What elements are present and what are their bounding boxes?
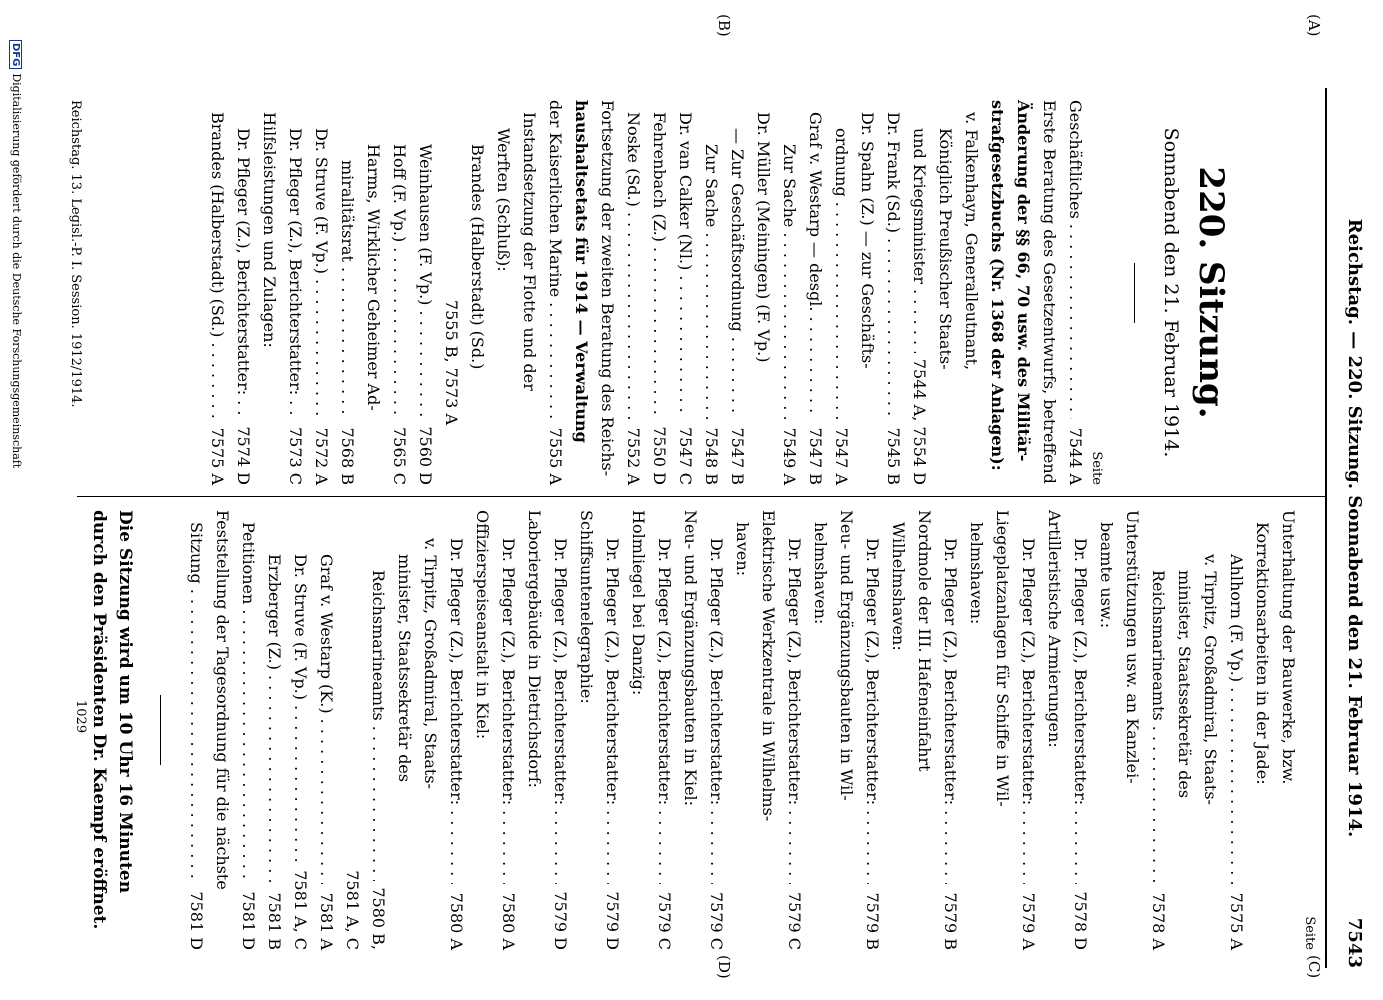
- toc-entry: Zur Sache . . . 7548 B: [698, 100, 724, 485]
- toc-line: Dr. Spahn (Z.) — zur Geschäfts-: [858, 112, 877, 369]
- toc-line: Offizierspeiseanstalt in Kiel:: [473, 510, 492, 740]
- toc-entry: Noske (Sd.) . . . 7552 A: [620, 100, 646, 485]
- toc-line: helmshaven:: [967, 522, 986, 625]
- section-rule: [160, 695, 161, 765]
- toc-entry: Sitzung . . . 7581 D: [183, 510, 209, 950]
- toc-line: Nordmole der III. Hafeneinfahrt: [915, 510, 934, 772]
- toc-entry: Erzberger (Z.) . . . 7581 B: [261, 510, 287, 950]
- toc-entry: Dr. Pfleger (Z.), Berichterstatter: . . . 7578 D: [1067, 510, 1093, 950]
- toc-entry: — Zur Geschäftsordnung . . . 7547 B: [724, 100, 750, 485]
- seite-label: Seite: [1089, 451, 1104, 485]
- toc-entry: Reichsmarineamts . . . 7578 A: [1145, 510, 1171, 950]
- toc-line: beamte usw.:: [1097, 522, 1116, 629]
- toc-page: 7555 B, 7573 A: [442, 299, 461, 425]
- toc-entry: Dr. Frank (Sd.) . . . 7545 B: [880, 100, 906, 485]
- toc-line: Brandes (Halberstadt) (Sd.): [468, 144, 487, 370]
- toc-entry: der Kaiserlichen Marine . . . 7555 A: [542, 100, 568, 485]
- toc-line: minister, Staatssekretär des: [1175, 570, 1194, 799]
- toc-entry: Geschäftliches . . . 7544 A: [1062, 100, 1088, 485]
- toc-entry: Dr. Pfleger (Z.), Berichterstatter: . . . 7579 C: [651, 510, 677, 950]
- margin-label-d: (D): [715, 955, 733, 979]
- toc-line: haven:: [733, 522, 752, 577]
- toc-line: v. Tirpitz, Großadmiral, Staats-: [421, 538, 440, 789]
- toc-entry: Dr. Pfleger (Z.), Berichterstatter: . . . 7579 D: [547, 510, 573, 950]
- left-column: [204, 100, 1317, 485]
- toc-entry: Hoff (F. Vp.) . . . 7565 C: [386, 100, 412, 485]
- toc-line: Werften (Schluß):: [494, 128, 513, 272]
- toc-entry: Dr. Pfleger (Z.), Berichterstatter: . . . 7579 B: [859, 510, 885, 950]
- toc-entry: Dr. Pfleger (Z.), Berichterstatter: . . . 7573 C: [282, 100, 308, 485]
- toc-line: Feststellung der Tagesordnung für die nächste: [213, 510, 232, 890]
- running-head: Reichstag. — 220. Sitzung. Sonnabend den 21. Februar 1914.: [1344, 218, 1365, 838]
- toc-line: Fortsetzung der zweiten Beratung des Reichs-: [598, 100, 617, 477]
- toc-entry: Zur Sache . . . 7549 A: [776, 100, 802, 485]
- toc-line: Erste Beratung des Gesetzentwurfs, betreffend: [1040, 100, 1059, 484]
- toc-entry: Dr. Pfleger (Z.), Berichterstatter: . . . 7579 C: [703, 510, 729, 950]
- toc-entry: ordnung . . . 7547 A: [828, 100, 854, 485]
- toc-line: Neu- und Ergänzungsbauten in Wil-: [837, 510, 856, 801]
- toc-line: Elektrische Werkzentrale in Wilhelms-: [759, 510, 778, 822]
- toc-line: Liegeplatzanlagen für Schiffe in Wil-: [993, 510, 1012, 807]
- margin-label-a: (A): [1305, 14, 1323, 37]
- toc-entry: Dr. Pfleger (Z.), Berichterstatter: . . . 7579 D: [599, 510, 625, 950]
- title-rule: [1134, 263, 1135, 323]
- toc-entry: Dr. Pfleger (Z.), Berichterstatter: . . . 7579 A: [1015, 510, 1041, 950]
- toc-line: Wilhelmshaven:: [889, 522, 908, 651]
- toc-entry: Dr. Struve (F. Vp.) . . . 7581 A, C: [287, 510, 313, 950]
- toc-line: Königlich Preußischer Staats-: [936, 128, 955, 370]
- toc-line: Laboriergebäude in Dietrichsdorf:: [525, 510, 544, 788]
- toc-entry: Dr. Pfleger (Z.), Berichterstatter: . . . 7579 C: [781, 510, 807, 950]
- toc-line: Instandsetzung der Flotte und der: [520, 112, 539, 391]
- dfg-logo: DFG: [9, 40, 22, 69]
- toc-line: Schiffsuntenelegraphie:: [577, 510, 596, 704]
- header-rule: [1325, 88, 1327, 968]
- toc-line: v. Tirpitz, Großadmiral, Staats-: [1201, 554, 1220, 805]
- toc-entry: Dr. Struve (F. Vp.) . . . 7572 A: [308, 100, 334, 485]
- toc-line: Holmliegel bei Danzig:: [629, 510, 648, 696]
- toc-entry: Petitionen . . . 7581 D: [235, 510, 261, 950]
- margin-label-b: (B): [715, 14, 733, 37]
- page-header: [1331, 88, 1365, 968]
- toc-line: strafgesetzbuchs (Nr. 1368 der Anlagen):: [988, 100, 1007, 471]
- toc-entry: Dr. Pfleger (Z.), Berichterstatter: . . . 7579 B: [937, 510, 963, 950]
- toc-line: Harms, Wirklicher Geheimer Ad-: [364, 144, 383, 411]
- toc-line: Unterhaltung der Bauwerke, bzw.: [1279, 510, 1298, 785]
- toc-line: helmshaven:: [811, 522, 830, 625]
- toc-line: Hilfsleistungen und Zulagen:: [260, 112, 279, 348]
- session-title: 220. Sitzung.: [1191, 166, 1231, 419]
- toc-page: 7581 A, C: [343, 870, 362, 950]
- session-date: Sonnabend den 21. Februar 1914.: [1160, 127, 1182, 458]
- page-footer: Reichstag. 13. Legisl.-P. I. Session. 1912/1914.: [68, 100, 83, 408]
- toc-entry: Dr. Pfleger (Z.), Berichterstatter: . . . 7580 A: [495, 510, 521, 950]
- toc-line: Unterstützungen usw. an Kanzlei-: [1123, 510, 1142, 784]
- toc-entry: Ahlhorn (F. Vp.) . . . 7575 A: [1223, 510, 1249, 950]
- toc-line: Artilleristische Armierungen:: [1045, 510, 1064, 748]
- toc-entry: Dr. Pfleger (Z.), Berichterstatter: . . . 7574 D: [230, 100, 256, 485]
- toc-line: Korrektionsarbeiten in der Jade:: [1253, 522, 1272, 785]
- opening-statement: Die Sitzung wird um 10 Uhr 16 Minuten durch den Präsidenten Dr. Kaempf eröffnet.: [89, 510, 135, 930]
- footer-page-number: 1029: [73, 700, 88, 734]
- toc-entry: Brandes (Halberstadt) (Sd.) . . . 7575 A: [204, 100, 230, 485]
- toc-line: Änderung der §§ 66, 70 usw. des Militär-: [1014, 100, 1033, 462]
- page-number: 7543: [1344, 917, 1365, 968]
- funding-note: [9, 40, 23, 468]
- toc-line: v. Falkenhayn, Generalleutnant,: [962, 112, 981, 371]
- toc-entry: Dr. van Calker (Nl.) . . . 7547 C: [672, 100, 698, 485]
- margin-label-c: (C): [1305, 955, 1323, 979]
- right-column: [86, 510, 1317, 950]
- toc-entry: Weinhausen (F. Vp.) . . . 7560 D: [412, 100, 438, 485]
- toc-entry: Fehrenbach (Z.) . . . 7550 D: [646, 100, 672, 485]
- toc-entry: miralitätsrat . . . 7568 B: [334, 100, 360, 485]
- toc-line: Neu- und Ergänzungsbauten in Kiel:: [681, 510, 700, 807]
- funding-text: Digitalisierung gefördert durch die Deutsche Forschungsgemeinschaft: [10, 73, 23, 469]
- seite-label-right: Seite: [1302, 916, 1317, 950]
- toc-line: Dr. Müller (Meiningen) (F. Vp.): [754, 112, 773, 363]
- toc-entry: Dr. Pfleger (Z.), Berichterstatter: . . . 7580 A: [443, 510, 469, 950]
- toc-line: minister, Staatssekretär des: [395, 554, 414, 783]
- toc-entry: und Kriegsminister . . . 7544 A, 7554 D: [906, 100, 932, 485]
- toc-line: haushaltsetats für 1914 — Verwaltung: [572, 100, 591, 443]
- toc-entry: Graf v. Westarp — desgl. . . . 7547 B: [802, 100, 828, 485]
- toc-entry: Graf v. Westarp (K.) . . . 7581 A: [313, 510, 339, 950]
- toc-entry: Reichsmarineamts . . . 7580 B,: [365, 510, 391, 950]
- column-divider: [77, 496, 1327, 497]
